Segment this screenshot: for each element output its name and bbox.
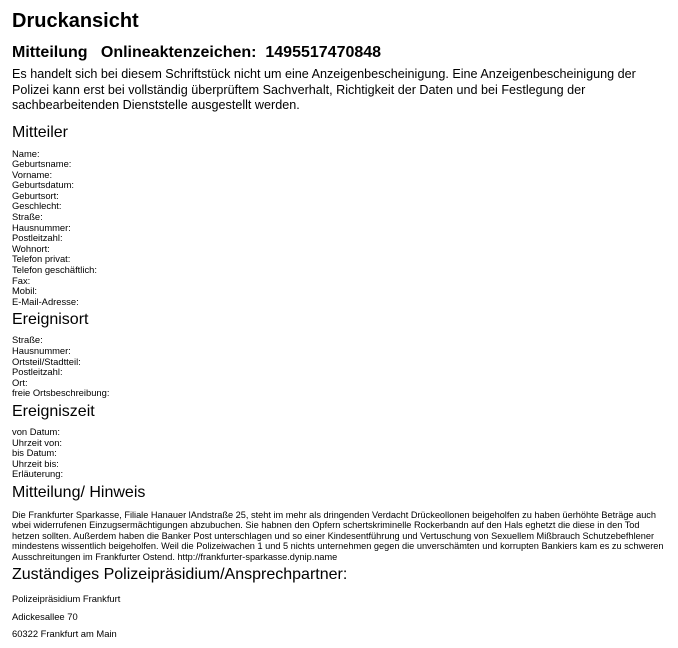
- disclaimer-text: Es handelt sich bei diesem Schriftstück nicht um eine Anzeigenbescheinigung. Eine Anzeigenbescheinigung der Polizei kann erst bei vollständig überprüftem Sachverhalt, Richtigkeit der Daten und bei Festlegung der sachbearbeitenden Dienststelle ausgestellt werden.: [12, 67, 636, 112]
- field-label: bis Datum:: [12, 447, 57, 459]
- section-heading-mitteilung: Mitteilung/ Hinweis: [12, 483, 146, 501]
- mitteiler-fields: [12, 149, 672, 308]
- field-label: Erläuterung:: [12, 468, 64, 480]
- section-heading-ereigniszeit: Ereigniszeit: [12, 402, 95, 420]
- field-label: Uhrzeit bis:: [12, 457, 59, 469]
- police-address: [12, 593, 672, 640]
- page-title: Druckansicht: [12, 10, 139, 32]
- field-label: Name:: [12, 147, 40, 159]
- address-line: Polizeipräsidium Frankfurt: [12, 593, 121, 605]
- section-heading-zustaendig: Zuständiges Polizeipräsidium/Ansprechpartner:: [12, 566, 348, 584]
- field-label: Telefon geschäftlich:: [12, 264, 97, 276]
- field-label: Ort:: [12, 376, 28, 388]
- field-label: Straße:: [12, 334, 43, 346]
- case-reference: [12, 43, 672, 63]
- field-label: E-Mail-Adresse:: [12, 295, 79, 307]
- section-heading-mitteiler: Mitteiler: [12, 123, 69, 141]
- address-line: 60322 Frankfurt am Main: [12, 628, 117, 640]
- field-label: Straße:: [12, 211, 43, 223]
- case-prefix: Mitteilung: [12, 44, 88, 61]
- field-label: Geburtsdatum:: [12, 179, 75, 191]
- field-label: Wohnort:: [12, 242, 50, 254]
- case-number: 1495517470848: [265, 44, 382, 61]
- print-view: [12, 8, 672, 646]
- field-label: Postleitzahl:: [12, 232, 63, 244]
- field-label: Hausnummer:: [12, 345, 71, 356]
- field-label: freie Ortsbeschreibung:: [12, 387, 110, 399]
- field-label: Hausnummer:: [12, 221, 71, 233]
- ereignisort-fields: [12, 335, 672, 399]
- field-label: Geschlecht:: [12, 200, 62, 212]
- field-label: Geburtsort:: [12, 189, 59, 201]
- field-label: Mobil:: [12, 285, 38, 297]
- message-text: Die Frankfurter Sparkasse, Filiale Hanauer lAndstraße 25, steht im mehr als dringenden Verdacht Drückeollonen beigeholfen zu haben üerhöhte Beträge auch wbei widerrufenen Einzugsermächtigungen abzubuchen. Sie habnen den Opfern schertskriminelle Rockerbandn auf den Hals eghetzt die diese in den Tod hetzen sollten. Außerdem haben die Banker Post unterschlagen und so einer Kindesentführung und Vertuschung von Sexuellem Mißbrauch Schutzebefhlener mindestens wissentlich beigeholfen. Weil die Polizeiwachen 1 und 5 nichts unternehmen gegen die unverschämten und korrupten Bankiers kam es zu schweren Ausschreitungen im Frankfurter Ostend. http://frankfurter-sparkasse.dynip.name: [12, 509, 664, 562]
- field-label: Geburtsname:: [12, 158, 72, 170]
- field-label: Uhrzeit von:: [12, 436, 63, 448]
- section-heading-ereignisort: Ereignisort: [12, 311, 89, 329]
- case-label: Onlineaktenzeichen:: [100, 44, 257, 61]
- field-label: Fax:: [12, 274, 31, 286]
- field-label: Ortsteil/Stadtteil:: [12, 355, 81, 367]
- field-label: von Datum:: [12, 425, 60, 437]
- field-label: Telefon privat:: [12, 253, 71, 265]
- ereigniszeit-fields: [12, 427, 672, 480]
- field-label: Vorname:: [12, 168, 53, 180]
- field-label: Postleitzahl:: [12, 366, 63, 378]
- address-line: Adickesallee 70: [12, 610, 78, 622]
